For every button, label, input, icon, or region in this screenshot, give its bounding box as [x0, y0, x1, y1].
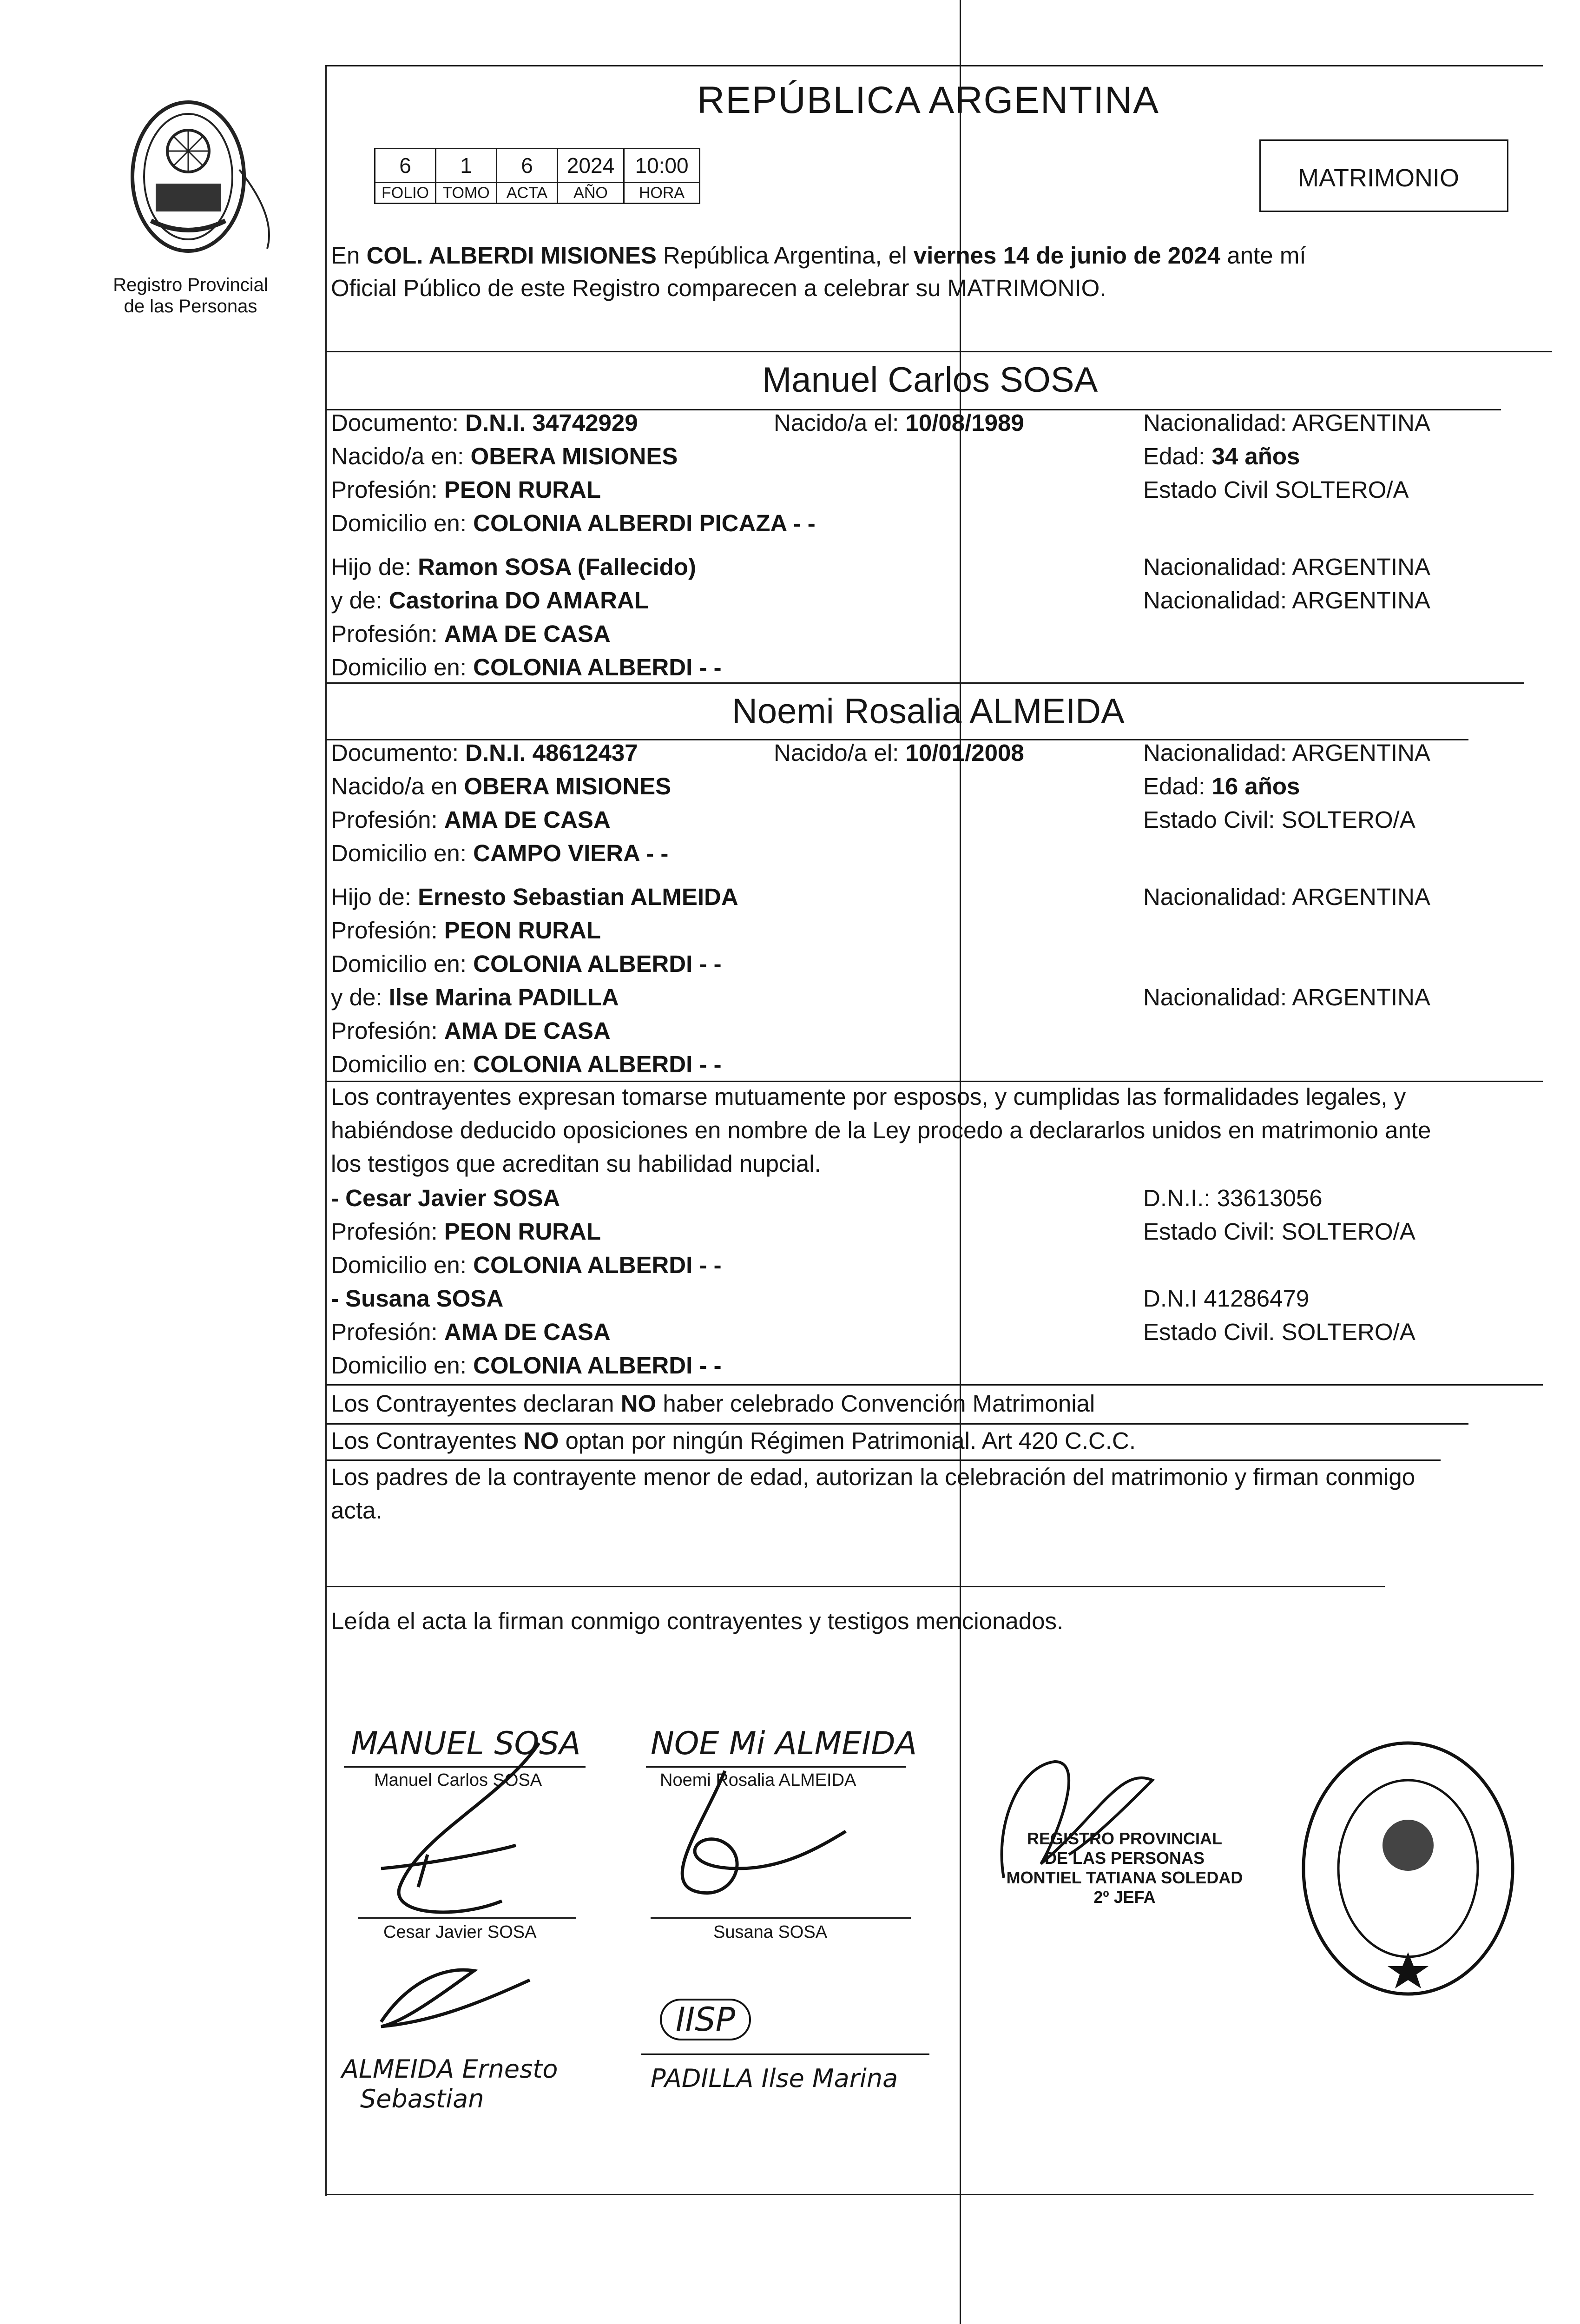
closing-statement: Leída el acta la firman conmigo contrayentes y testigos mencionados.: [331, 1608, 1064, 1634]
bride-father-profession: Profesión: PEON RURAL: [331, 917, 601, 944]
declaration-line-1: Los contrayentes expresan tomarse mutuamente por esposos, y cumplidas las formalidades legales, y: [331, 1083, 1406, 1110]
signature-parent-1-scribble: [362, 1952, 548, 2045]
bride-mother-address: Domicilio en: COLONIA ALBERDI - -: [331, 1051, 722, 1077]
page-title: REPÚBLICA ARGENTINA: [697, 79, 1159, 121]
bride-civil-status: Estado Civil: SOLTERO/A: [1143, 806, 1415, 833]
groom-profession: Profesión: PEON RURAL: [331, 476, 601, 503]
witness-2-dni: D.N.I 41286479: [1143, 1285, 1310, 1312]
signature-bride-label: Noemi Rosalia ALMEIDA: [660, 1770, 856, 1790]
official-stamp: REGISTRO PROVINCIAL DE LAS PERSONAS MONTIEL TATIANA SOLEDAD 2º JEFA: [1006, 1829, 1243, 1907]
bride-father-address: Domicilio en: COLONIA ALBERDI - -: [331, 951, 722, 977]
groom-document: Documento: D.N.I. 34742929: [331, 409, 638, 436]
signature-witness-1-scribble: [362, 1734, 586, 1934]
witness-2-profession: Profesión: AMA DE CASA: [331, 1319, 611, 1345]
note-convention: Los Contrayentes declaran NO haber celebrado Convención Matrimonial: [331, 1390, 1095, 1417]
bride-age: Edad: 16 años: [1143, 773, 1300, 799]
note-regime: Los Contrayentes NO optan por ningún Régimen Patrimonial. Art 420 C.C.C.: [331, 1427, 1136, 1454]
signature-witness-1-label: Cesar Javier SOSA: [383, 1922, 537, 1942]
divider: [325, 351, 1552, 352]
divider: [325, 1586, 1385, 1587]
seal-caption: Registro Provincial de las Personas: [113, 275, 268, 317]
hora-label: HORA: [624, 183, 700, 204]
declaration-line-3: los testigos que acreditan su habilidad nupcial.: [331, 1150, 821, 1177]
witness-2-address: Domicilio en: COLONIA ALBERDI - -: [331, 1352, 722, 1379]
groom-mother: y de: Castorina DO AMARAL: [331, 587, 649, 614]
divider: [325, 1081, 1543, 1082]
witness-2-name: - Susana SOSA: [331, 1285, 504, 1312]
provincial-seal-icon: [100, 95, 295, 277]
groom-birthdate: Nacido/a el: 10/08/1989: [774, 409, 1024, 436]
bride-father-nationality: Nacionalidad: ARGENTINA: [1143, 884, 1430, 910]
groom-father-nationality: Nacionalidad: ARGENTINA: [1143, 554, 1430, 580]
signature-groom: MANUEL SOSA: [351, 1725, 581, 1762]
tomo-label: TOMO: [436, 183, 497, 204]
witness-2-civil-status: Estado Civil. SOLTERO/A: [1143, 1319, 1415, 1345]
record-type: MATRIMONIO: [1298, 164, 1459, 192]
bride-birthplace: Nacido/a en OBERA MISIONES: [331, 773, 672, 799]
bride-nationality: Nacionalidad: ARGENTINA: [1143, 739, 1430, 766]
groom-mother-profession: Profesión: AMA DE CASA: [331, 621, 611, 647]
left-border: [325, 65, 327, 2196]
record-type-box: [1259, 139, 1508, 212]
signature-parent-2-name: PADILLA Ilse Marina: [651, 2064, 898, 2093]
signature-groom-label: Manuel Carlos SOSA: [374, 1770, 542, 1790]
witness-1-dni: D.N.I.: 33613056: [1143, 1185, 1323, 1211]
record-index-table: [374, 148, 700, 204]
groom-mother-address: Domicilio en: COLONIA ALBERDI - -: [331, 654, 722, 680]
bride-father: Hijo de: Ernesto Sebastian ALMEIDA: [331, 884, 738, 910]
folio-value: 6: [375, 149, 436, 183]
signature-bride: NOE Mi ALMEIDA: [651, 1725, 917, 1762]
divider: [325, 1384, 1543, 1386]
top-border: [325, 65, 1543, 66]
bride-profession: Profesión: AMA DE CASA: [331, 806, 611, 833]
groom-name: Manuel Carlos SOSA: [762, 360, 1098, 400]
signature-parent-2-mark: IISP: [660, 1999, 751, 2040]
folio-label: FOLIO: [375, 183, 436, 204]
signature-line: [651, 1917, 911, 1919]
acta-value: 6: [497, 149, 558, 183]
divider: [325, 682, 1524, 684]
note-parents-line-2: acta.: [331, 1497, 382, 1524]
groom-nationality: Nacionalidad: ARGENTINA: [1143, 409, 1430, 436]
acta-label: ACTA: [497, 183, 558, 204]
signature-line: [641, 2053, 929, 2055]
bride-address: Domicilio en: CAMPO VIERA - -: [331, 840, 669, 866]
witness-1-name: - Cesar Javier SOSA: [331, 1185, 560, 1211]
witness-1-civil-status: Estado Civil: SOLTERO/A: [1143, 1218, 1415, 1245]
witness-1-address: Domicilio en: COLONIA ALBERDI - -: [331, 1252, 722, 1278]
groom-civil-status: Estado Civil SOLTERO/A: [1143, 476, 1409, 503]
bride-mother-profession: Profesión: AMA DE CASA: [331, 1017, 611, 1044]
hora-value: 10:00: [624, 149, 700, 183]
bride-birthdate: Nacido/a el: 10/01/2008: [774, 739, 1024, 766]
signature-witness-2-scribble: [646, 1762, 869, 1929]
tomo-value: 1: [436, 149, 497, 183]
signature-witness-2-label: Susana SOSA: [713, 1922, 828, 1942]
groom-birthplace: Nacido/a en: OBERA MISIONES: [331, 443, 678, 469]
signature-parent-1-name: ALMEIDA Ernesto Sebastian: [342, 2054, 558, 2113]
groom-father: Hijo de: Ramon SOSA (Fallecido): [331, 554, 696, 580]
declaration-line-2: habiéndose deducido oposiciones en nombre de la Ley procedo a declararlos unidos en matrimonio ante: [331, 1117, 1431, 1143]
bride-document: Documento: D.N.I. 48612437: [331, 739, 638, 766]
groom-address: Domicilio en: COLONIA ALBERDI PICAZA - -: [331, 510, 816, 536]
bottom-border: [325, 2194, 1534, 2195]
bride-mother: y de: Ilse Marina PADILLA: [331, 984, 619, 1010]
bride-name: Noemi Rosalia ALMEIDA: [732, 692, 1125, 731]
divider: [325, 1423, 1468, 1425]
witness-1-profession: Profesión: PEON RURAL: [331, 1218, 601, 1245]
signature-line: [358, 1917, 576, 1919]
anio-value: 2024: [558, 149, 624, 183]
groom-age: Edad: 34 años: [1143, 443, 1300, 469]
bride-mother-nationality: Nacionalidad: ARGENTINA: [1143, 984, 1430, 1010]
intro-line-2: Oficial Público de este Registro comparecen a celebrar su MATRIMONIO.: [331, 275, 1106, 301]
intro-line-1: En COL. ALBERDI MISIONES República Argentina, el viernes 14 de junio de 2024 ante mí: [331, 242, 1306, 269]
round-seal-icon: [1297, 1738, 1520, 2017]
anio-label: AÑO: [558, 183, 624, 204]
divider: [325, 1459, 1441, 1461]
note-parents-line-1: Los padres de la contrayente menor de edad, autorizan la celebración del matrimonio y firman conmigo: [331, 1464, 1415, 1490]
groom-mother-nationality: Nacionalidad: ARGENTINA: [1143, 587, 1430, 614]
fold-line: [960, 0, 961, 2324]
